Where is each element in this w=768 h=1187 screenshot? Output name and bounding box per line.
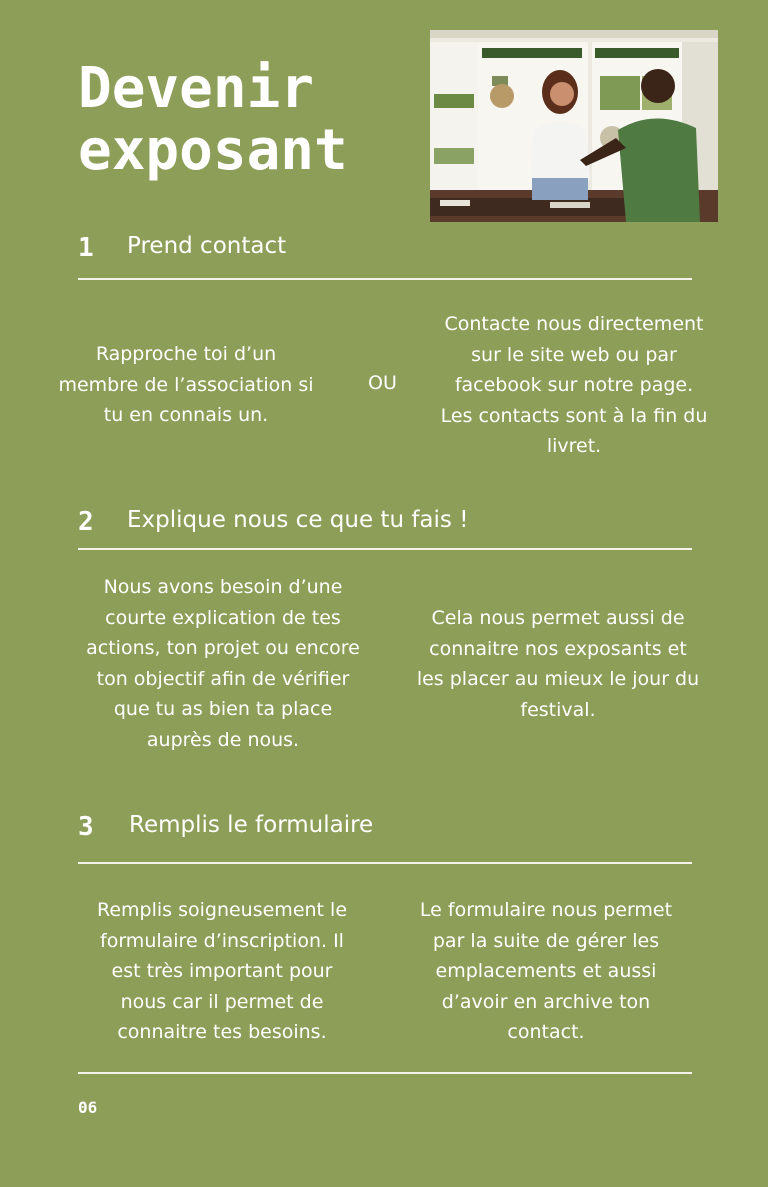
step-2-title: Explique nous ce que tu fais ! <box>127 507 469 533</box>
step-1-or-separator: OU <box>368 372 397 394</box>
step-2-right-text: Cela nous permet aussi de connaitre nos exposants et les placer au mieux le jour du festival. <box>416 607 700 721</box>
title-line-1: Devenir <box>78 56 315 121</box>
step-1-left-text: Rapproche toi d’un membre de l’association si tu en connais un. <box>58 343 314 426</box>
step-3-right-text: Le formulaire nous permet par la suite de gérer les emplacements et aussi d’avoir en archive ton contact. <box>419 899 673 1043</box>
step-2-number: 2 <box>78 507 94 537</box>
exhibition-photo <box>430 30 718 222</box>
page-title <box>78 58 348 182</box>
page-number: 06 <box>78 1098 98 1117</box>
title-line-2: exposant <box>78 118 348 183</box>
step-2-left-text: Nous avons besoin d’une courte explication de tes actions, ton projet ou encore ton objectif afin de vérifier que tu as bien ta place auprès de nous. <box>86 576 360 751</box>
step-1-right-text: Contacte nous directement sur le site web ou par facebook sur notre page. Les contacts sont à la fin du livret. <box>440 313 708 457</box>
step-1-divider <box>78 278 692 280</box>
step-1-title: Prend contact <box>127 233 287 259</box>
exhibition-photo-icon <box>430 30 718 222</box>
step-1-number: 1 <box>78 233 94 263</box>
step-2-divider <box>78 548 692 550</box>
step-3-left-text: Remplis soigneusement le formulaire d’inscription. Il est très important pour nous car il permet de connaitre tes besoins. <box>96 899 348 1043</box>
step-3-number: 3 <box>78 812 94 842</box>
step-3-divider <box>78 862 692 864</box>
step-3-title: Remplis le formulaire <box>129 812 374 838</box>
footer-divider <box>78 1072 692 1074</box>
